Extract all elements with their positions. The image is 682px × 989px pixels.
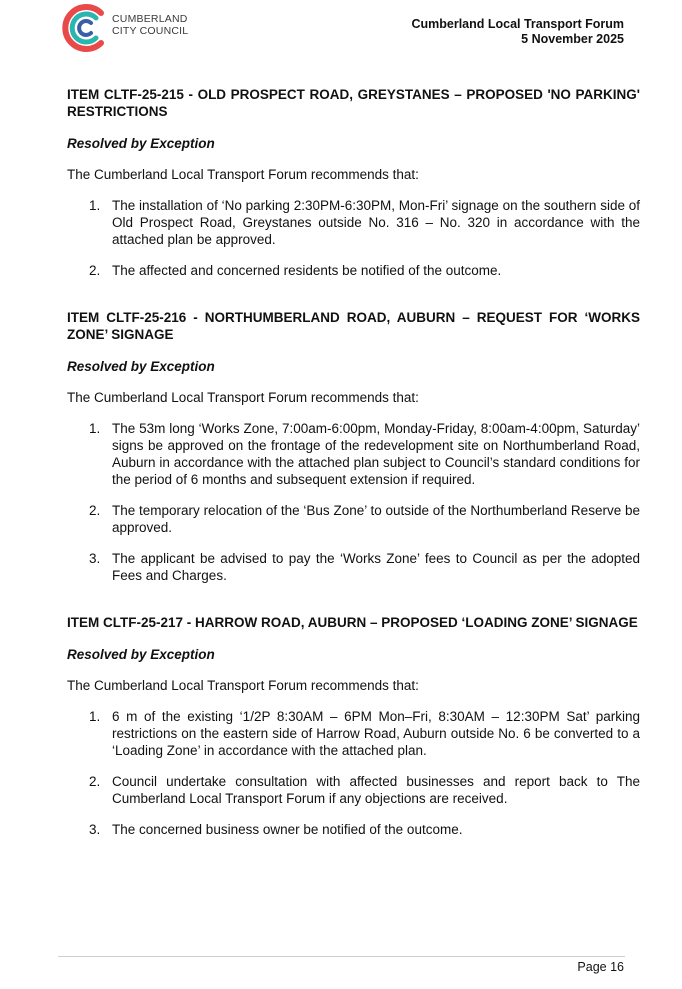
council-logo	[60, 3, 215, 53]
resolved-label: Resolved by Exception	[67, 136, 215, 151]
list-text: The temporary relocation of the ‘Bus Zone’ to outside of the Northumberland Reserve be approved.	[112, 503, 640, 535]
resolved-label: Resolved by Exception	[67, 647, 215, 662]
meeting-date: 5 November 2025	[521, 32, 624, 46]
council-name	[112, 13, 188, 37]
recommendation-intro: The Cumberland Local Transport Forum recommends that:	[67, 390, 419, 405]
list-number: 3.	[89, 822, 101, 837]
list-item	[67, 502, 640, 536]
list-item	[67, 197, 640, 248]
resolved-label: Resolved by Exception	[67, 359, 215, 374]
list-number: 2.	[89, 503, 101, 518]
list-number: 3.	[89, 551, 101, 566]
page-number: Page 16	[577, 960, 624, 974]
list-number: 2.	[89, 774, 101, 789]
list-text: The affected and concerned residents be notified of the outcome.	[112, 263, 502, 278]
recommendation-list	[67, 197, 640, 279]
list-text: The installation of ‘No parking 2:30PM-6:30PM, Mon-Fri’ signage on the southern side of Old Prospect Road, Greystanes outside No. 316 – No. 320 in accordance with the attached plan be approved.	[112, 198, 640, 247]
list-item	[67, 550, 640, 584]
list-text: 6 m of the existing ‘1/2P 8:30AM – 6PM Mon–Fri, 8:30AM – 12:30PM Sat’ parking restrictions on the eastern side of Harrow Road, Auburn outside No. 6 be converted to a ‘Loading Zone’ in accordance with the attached plan.	[112, 709, 640, 758]
footer-divider	[58, 956, 625, 957]
council-name-line1: CUMBERLAND	[112, 13, 188, 25]
minutes-content	[67, 86, 640, 838]
council-name-line2: CITY COUNCIL	[112, 25, 189, 37]
forum-name: Cumberland Local Transport Forum	[411, 17, 624, 31]
list-number: 2.	[89, 263, 101, 278]
item-title: ITEM CLTF-25-216 - NORTHUMBERLAND ROAD, AUBURN – REQUEST FOR ‘WORKS ZONE’ SIGNAGE	[67, 310, 640, 342]
recommendation-intro: The Cumberland Local Transport Forum recommends that:	[67, 167, 419, 182]
list-number: 1.	[89, 421, 101, 436]
recommendation-list	[67, 708, 640, 838]
document-header	[411, 17, 624, 47]
item-title: ITEM CLTF-25-217 - HARROW ROAD, AUBURN – PROPOSED ‘LOADING ZONE’ SIGNAGE	[67, 615, 638, 630]
list-number: 1.	[89, 198, 101, 213]
item-title: ITEM CLTF-25-215 - OLD PROSPECT ROAD, GREYSTANES – PROPOSED 'NO PARKING' RESTRICTIONS	[67, 87, 640, 119]
council-logo-icon	[60, 3, 110, 53]
list-text: The applicant be advised to pay the ‘Works Zone’ fees to Council as per the adopted Fees and Charges.	[112, 551, 640, 583]
list-item	[67, 262, 640, 279]
list-text: The 53m long ‘Works Zone, 7:00am-6:00pm, Monday-Friday, 8:00am-4:00pm, Saturday’ signs be approved on the frontage of the redevelopment site on Northumberland Road, Auburn in accordance with the attached plan subject to Council’s standard conditions for the period of 6 months and subsequent extension if required.	[112, 421, 640, 487]
list-item	[67, 773, 640, 807]
list-item	[67, 708, 640, 759]
recommendation-intro: The Cumberland Local Transport Forum recommends that:	[67, 678, 419, 693]
list-text: Council undertake consultation with affected businesses and report back to The Cumberland Local Transport Forum if any objections are received.	[112, 774, 640, 806]
list-text: The concerned business owner be notified of the outcome.	[112, 822, 463, 837]
list-item	[67, 420, 640, 488]
list-number: 1.	[89, 709, 101, 724]
recommendation-list	[67, 420, 640, 584]
list-item	[67, 821, 640, 838]
